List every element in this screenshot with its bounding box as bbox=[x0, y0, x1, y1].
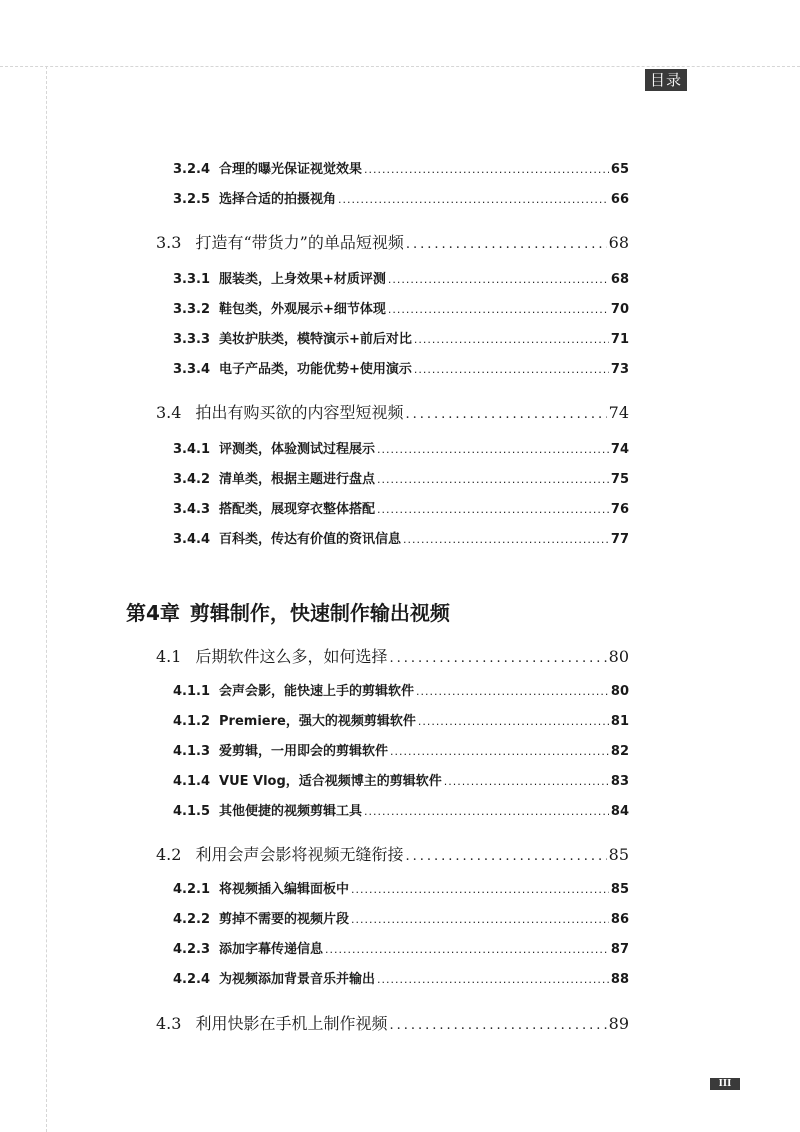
toc-entry-3-3-1[interactable] bbox=[173, 268, 629, 288]
toc-section-4-1[interactable] bbox=[156, 644, 629, 668]
entry-title: 清单类，根据主题进行盘点 bbox=[219, 472, 376, 487]
entry-number: 3.3.2 bbox=[173, 302, 211, 317]
section-title: 利用快影在手机上制作视频 bbox=[195, 1014, 388, 1033]
toc-entry-3-4-1[interactable] bbox=[173, 438, 629, 458]
dot-leader bbox=[418, 715, 609, 728]
section-number: 3.3 bbox=[156, 233, 182, 252]
section-number: 3.4 bbox=[156, 403, 182, 422]
entry-number: 4.1.4 bbox=[173, 774, 211, 789]
toc-section-3-4[interactable] bbox=[156, 400, 629, 424]
section-title: 利用会声会影将视频无缝衔接 bbox=[195, 845, 404, 864]
entry-number: 3.4.2 bbox=[173, 472, 211, 487]
section-number: 4.1 bbox=[156, 647, 182, 666]
dot-leader bbox=[390, 745, 609, 758]
section-title: 打造有“带货力”的单品短视频 bbox=[195, 233, 404, 252]
dot-leader bbox=[403, 533, 609, 546]
section-page: 68 bbox=[608, 233, 629, 252]
dot-leader bbox=[377, 473, 609, 486]
entry-page: 70 bbox=[610, 302, 629, 317]
toc-entry-3-3-2[interactable] bbox=[173, 298, 629, 318]
entry-title: 将视频插入编辑面板中 bbox=[219, 882, 350, 897]
toc-entry-4-2-3[interactable] bbox=[173, 938, 629, 958]
entry-number: 4.2.3 bbox=[173, 942, 211, 957]
entry-number: 3.2.4 bbox=[173, 162, 211, 177]
crop-guide-horizontal bbox=[0, 66, 800, 67]
toc-entry-3-4-2[interactable] bbox=[173, 468, 629, 488]
section-tab: 目录 bbox=[645, 69, 687, 91]
dot-leader bbox=[389, 651, 606, 666]
dot-leader bbox=[416, 685, 609, 698]
page-number-tab: III bbox=[710, 1078, 740, 1090]
entry-page: 80 bbox=[610, 684, 629, 699]
toc-entry-3-3-4[interactable] bbox=[173, 358, 629, 378]
entry-number: 3.2.5 bbox=[173, 192, 211, 207]
entry-number: 3.3.3 bbox=[173, 332, 211, 347]
entry-number: 3.4.4 bbox=[173, 532, 211, 547]
dot-leader bbox=[338, 193, 609, 206]
dot-leader bbox=[414, 363, 609, 376]
toc-entry-4-1-4[interactable] bbox=[173, 770, 629, 790]
toc-entry-4-1-2[interactable] bbox=[173, 710, 629, 730]
section-page: 85 bbox=[608, 845, 629, 864]
entry-number: 4.1.2 bbox=[173, 714, 211, 729]
entry-title: 选择合适的拍摄视角 bbox=[219, 192, 337, 207]
dot-leader bbox=[414, 333, 609, 346]
dot-leader bbox=[406, 237, 607, 252]
entry-title: 添加字幕传递信息 bbox=[219, 942, 324, 957]
chapter-number: 第4章 bbox=[126, 601, 180, 625]
entry-page: 68 bbox=[610, 272, 629, 287]
entry-title: 鞋包类，外观展示+细节体现 bbox=[219, 302, 386, 317]
chapter-title: 剪辑制作，快速制作输出视频 bbox=[189, 601, 450, 625]
entry-title: 爱剪辑，一用即会的剪辑软件 bbox=[219, 744, 389, 759]
entry-title: 服装类，上身效果+材质评测 bbox=[219, 272, 386, 287]
entry-number: 4.2.2 bbox=[173, 912, 211, 927]
entry-number: 4.2.1 bbox=[173, 882, 211, 897]
entry-page: 86 bbox=[610, 912, 629, 927]
entry-title: 为视频添加背景音乐并输出 bbox=[219, 972, 376, 987]
dot-leader bbox=[377, 503, 609, 516]
entry-title: 百科类，传达有价值的资讯信息 bbox=[219, 532, 402, 547]
entry-page: 65 bbox=[610, 162, 629, 177]
toc-entry-4-2-2[interactable] bbox=[173, 908, 629, 928]
section-page: 80 bbox=[608, 647, 629, 666]
dot-leader bbox=[351, 883, 609, 896]
toc-entry-4-1-5[interactable] bbox=[173, 800, 629, 820]
entry-title: 搭配类，展现穿衣整体搭配 bbox=[219, 502, 376, 517]
dot-leader bbox=[388, 303, 609, 316]
entry-number: 4.2.4 bbox=[173, 972, 211, 987]
toc-entry-4-2-1[interactable] bbox=[173, 878, 629, 898]
entry-title: 评测类，体验测试过程展示 bbox=[219, 442, 376, 457]
entry-page: 77 bbox=[610, 532, 629, 547]
dot-leader bbox=[364, 163, 609, 176]
toc-section-4-3[interactable] bbox=[156, 1011, 629, 1035]
entry-title: VUE Vlog，适合视频博主的剪辑软件 bbox=[219, 774, 442, 789]
toc-entry-4-2-4[interactable] bbox=[173, 968, 629, 988]
dot-leader bbox=[325, 943, 609, 956]
entry-page: 71 bbox=[610, 332, 629, 347]
entry-title: Premiere，强大的视频剪辑软件 bbox=[219, 714, 416, 729]
dot-leader bbox=[405, 849, 606, 864]
entry-page: 85 bbox=[610, 882, 629, 897]
entry-title: 剪掉不需要的视频片段 bbox=[219, 912, 350, 927]
entry-title: 美妆护肤类，模特演示+前后对比 bbox=[219, 332, 412, 347]
toc-entry-3-2-4[interactable] bbox=[173, 158, 629, 178]
entry-number: 3.3.1 bbox=[173, 272, 211, 287]
entry-page: 88 bbox=[610, 972, 629, 987]
entry-page: 82 bbox=[610, 744, 629, 759]
entry-page: 73 bbox=[610, 362, 629, 377]
section-title: 拍出有购买欲的内容型短视频 bbox=[195, 403, 404, 422]
toc-entry-4-1-1[interactable] bbox=[173, 680, 629, 700]
dot-leader bbox=[364, 805, 609, 818]
dot-leader bbox=[389, 1018, 606, 1033]
entry-page: 75 bbox=[610, 472, 629, 487]
section-number: 4.3 bbox=[156, 1014, 182, 1033]
entry-number: 4.1.3 bbox=[173, 744, 211, 759]
entry-title: 会声会影，能快速上手的剪辑软件 bbox=[219, 684, 415, 699]
entry-page: 83 bbox=[610, 774, 629, 789]
section-page: 74 bbox=[608, 403, 629, 422]
entry-number: 4.1.1 bbox=[173, 684, 211, 699]
dot-leader bbox=[377, 443, 609, 456]
toc-entry-3-4-4[interactable] bbox=[173, 528, 629, 548]
entry-page: 66 bbox=[610, 192, 629, 207]
toc-entry-3-3-3[interactable] bbox=[173, 328, 629, 348]
entry-page: 84 bbox=[610, 804, 629, 819]
entry-number: 3.4.1 bbox=[173, 442, 211, 457]
section-page: 89 bbox=[608, 1014, 629, 1033]
dot-leader bbox=[351, 913, 609, 926]
toc-entry-3-2-5[interactable] bbox=[173, 188, 629, 208]
toc-entry-3-4-3[interactable] bbox=[173, 498, 629, 518]
entry-number: 3.3.4 bbox=[173, 362, 211, 377]
toc-section-4-2[interactable] bbox=[156, 842, 629, 866]
entry-page: 76 bbox=[610, 502, 629, 517]
entry-page: 81 bbox=[610, 714, 629, 729]
section-title: 后期软件这么多，如何选择 bbox=[195, 647, 388, 666]
entry-page: 87 bbox=[610, 942, 629, 957]
crop-guide-vertical bbox=[46, 66, 47, 1132]
entry-title: 合理的曝光保证视觉效果 bbox=[219, 162, 363, 177]
dot-leader bbox=[388, 273, 609, 286]
entry-number: 3.4.3 bbox=[173, 502, 211, 517]
toc-chapter-4[interactable] bbox=[126, 597, 450, 626]
entry-number: 4.1.5 bbox=[173, 804, 211, 819]
entry-title: 电子产品类，功能优势+使用演示 bbox=[219, 362, 412, 377]
entry-page: 74 bbox=[610, 442, 629, 457]
entry-title: 其他便捷的视频剪辑工具 bbox=[219, 804, 363, 819]
dot-leader bbox=[444, 775, 609, 788]
section-number: 4.2 bbox=[156, 845, 182, 864]
toc-entry-4-1-3[interactable] bbox=[173, 740, 629, 760]
dot-leader bbox=[405, 407, 606, 422]
dot-leader bbox=[377, 973, 609, 986]
toc-section-3-3[interactable] bbox=[156, 230, 629, 254]
